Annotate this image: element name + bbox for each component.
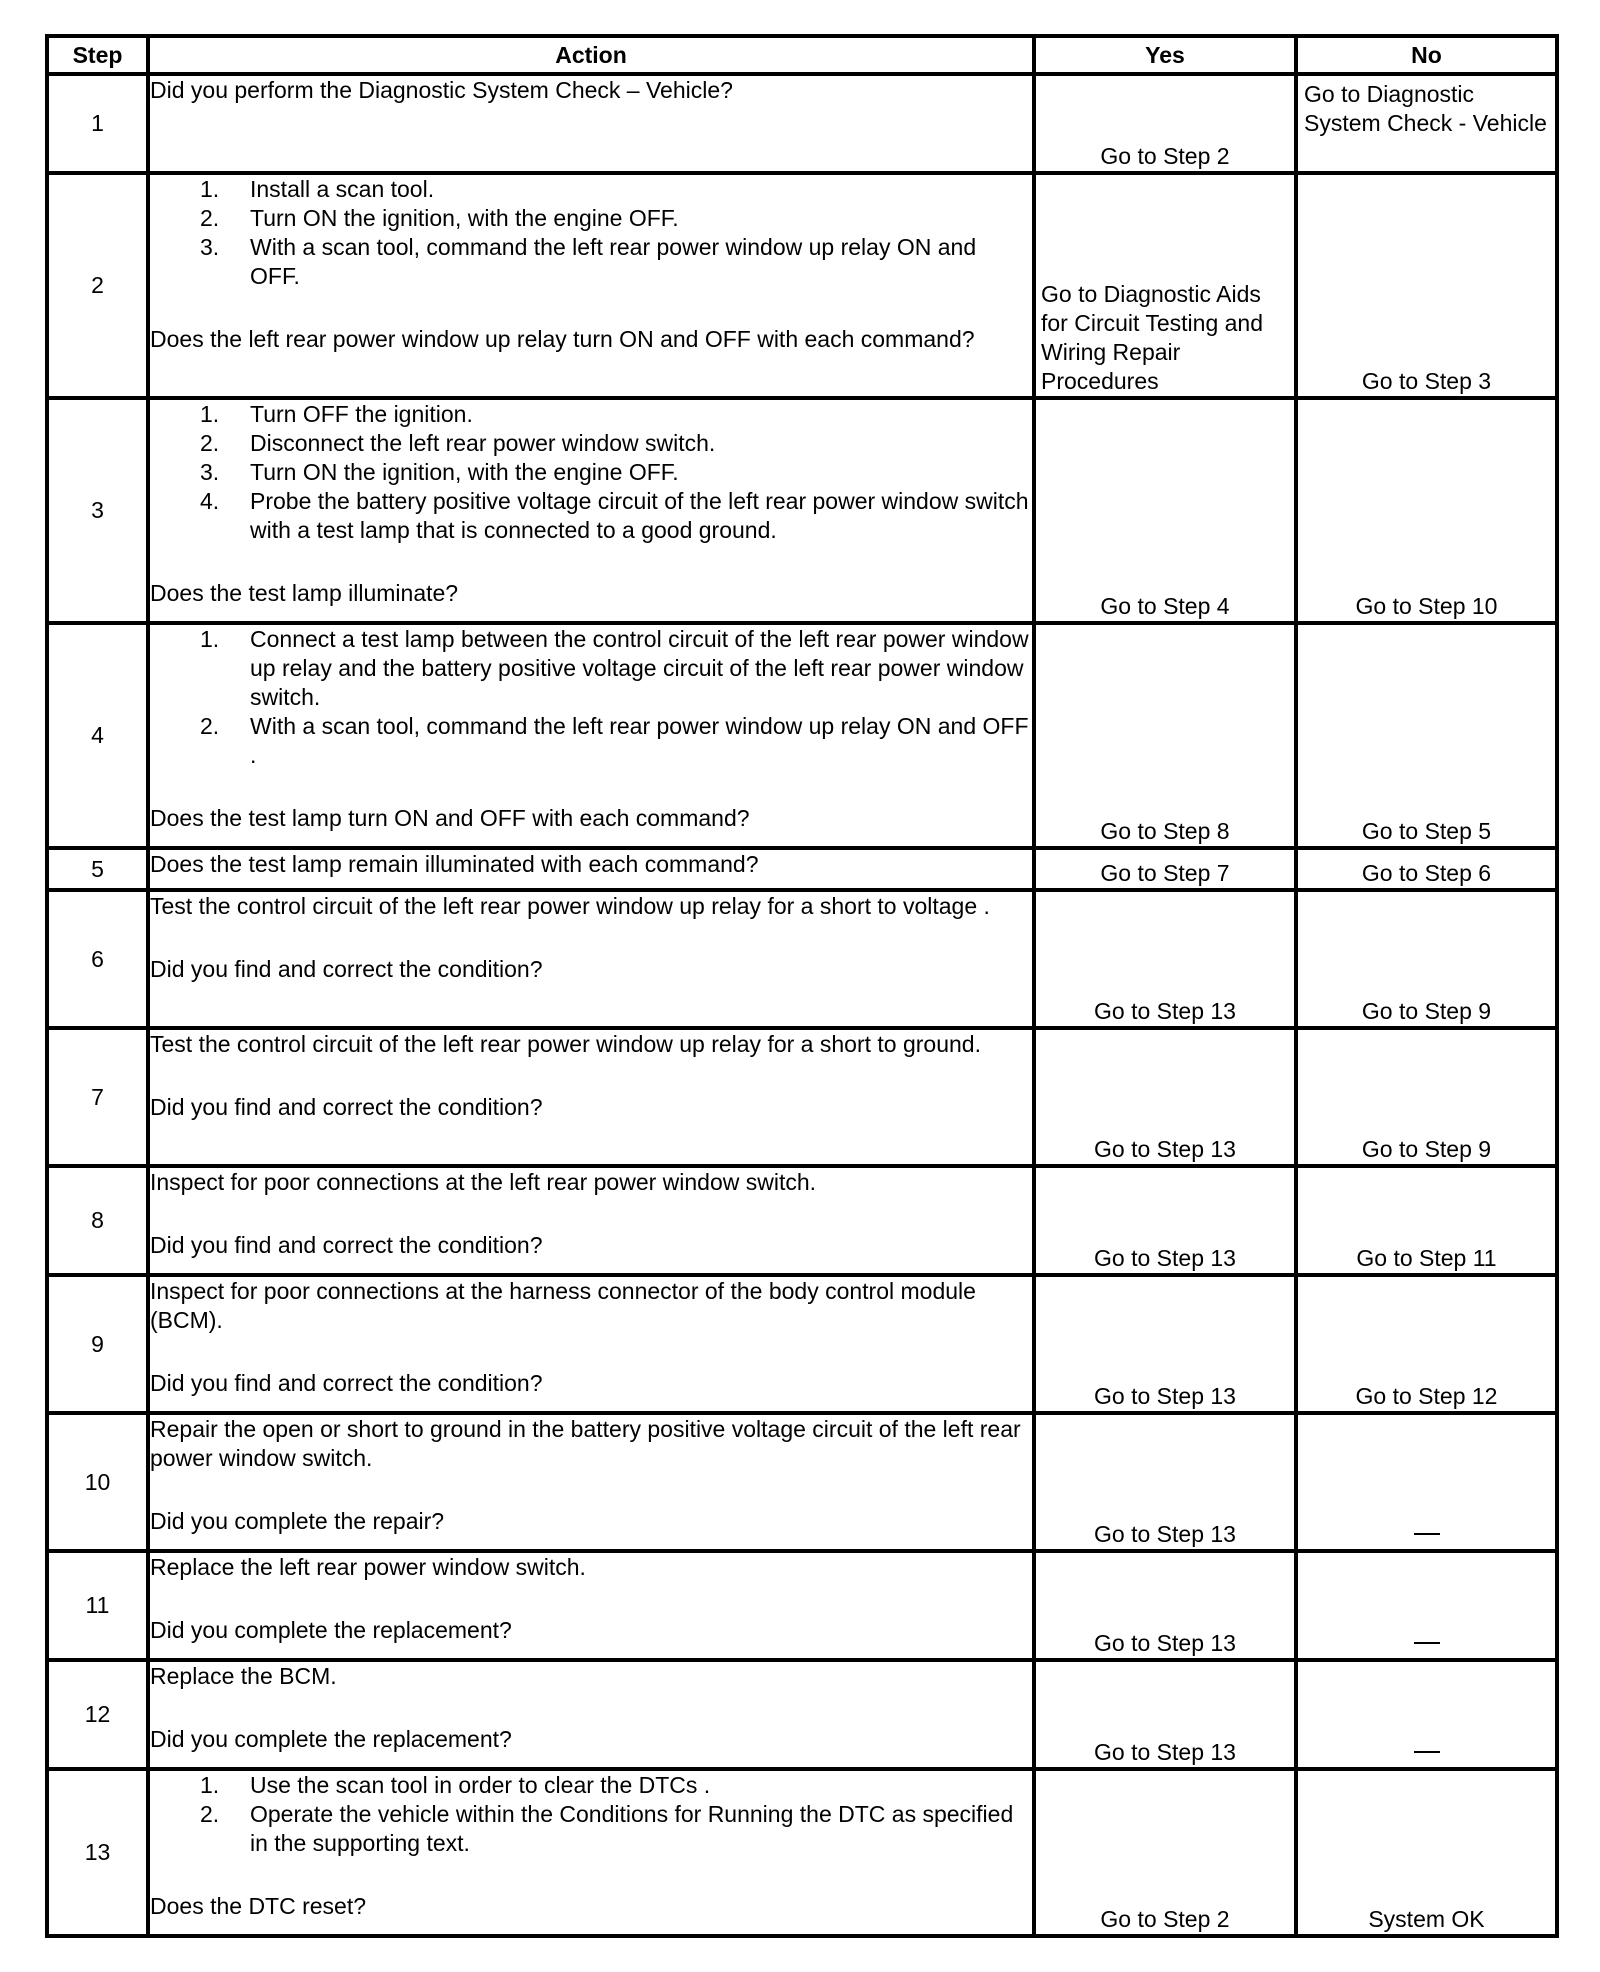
no-cell: Go to Step 10 bbox=[1296, 398, 1557, 623]
action-text: Test the control circuit of the left rear power window up relay for a short to ground. bbox=[150, 1031, 981, 1057]
action-cell bbox=[148, 398, 1034, 623]
no-cell: Go to Diagnostic System Check - Vehicle bbox=[1296, 74, 1557, 173]
no-cell: Go to Step 3 bbox=[1296, 173, 1557, 398]
action-question: Does the test lamp turn ON and OFF with each command? bbox=[150, 805, 750, 831]
yes-cell: Go to Step 13 bbox=[1034, 890, 1296, 1028]
yes-cell: Go to Step 7 bbox=[1034, 848, 1296, 890]
header-step: Step bbox=[47, 36, 148, 74]
action-question: Does the test lamp illuminate? bbox=[150, 580, 459, 606]
step-number: 5 bbox=[47, 848, 148, 890]
action-question: Does the DTC reset? bbox=[150, 1893, 367, 1919]
no-cell bbox=[1296, 1413, 1557, 1551]
step-number: 4 bbox=[47, 623, 148, 848]
substep: 3. Turn ON the ignition, with the engine OFF. bbox=[200, 459, 679, 485]
header-row bbox=[47, 36, 1557, 74]
table-row bbox=[47, 1551, 1557, 1660]
table-row bbox=[47, 74, 1557, 173]
yes-cell: Go to Step 13 bbox=[1034, 1028, 1296, 1166]
substep: 1. Turn OFF the ignition. bbox=[200, 401, 473, 427]
no-cell: Go to Step 11 bbox=[1296, 1166, 1557, 1275]
action-question: Did you complete the repair? bbox=[150, 1508, 445, 1534]
substep-list bbox=[150, 1771, 1032, 1858]
no-cell: System OK bbox=[1296, 1769, 1557, 1936]
yes-cell: Go to Step 13 bbox=[1034, 1660, 1296, 1769]
no-cell: Go to Step 6 bbox=[1296, 848, 1557, 890]
table-row bbox=[47, 1028, 1557, 1166]
header-action: Action bbox=[148, 36, 1034, 74]
no-cell bbox=[1296, 1660, 1557, 1769]
yes-cell: Go to Step 2 bbox=[1034, 74, 1296, 173]
substep: 2. Operate the vehicle within the Conditions for Running the DTC as specified in the supporting text. bbox=[200, 1801, 1014, 1856]
action-text: Test the control circuit of the left rear power window up relay for a short to voltage . bbox=[150, 893, 990, 919]
step-number: 3 bbox=[47, 398, 148, 623]
em-dash bbox=[1414, 1533, 1440, 1535]
yes-cell: Go to Step 13 bbox=[1034, 1551, 1296, 1660]
action-cell bbox=[148, 848, 1034, 890]
step-number: 6 bbox=[47, 890, 148, 1028]
action-text: Repair the open or short to ground in the battery positive voltage circuit of the left rear power window switch. bbox=[150, 1416, 1021, 1471]
table-row bbox=[47, 1166, 1557, 1275]
substep: 2. With a scan tool, command the left rear power window up relay ON and OFF . bbox=[200, 713, 1029, 768]
substep: 2. Turn ON the ignition, with the engine OFF. bbox=[200, 205, 679, 231]
yes-cell: Go to Step 4 bbox=[1034, 398, 1296, 623]
step-number: 8 bbox=[47, 1166, 148, 1275]
no-cell: Go to Step 12 bbox=[1296, 1275, 1557, 1413]
table-row bbox=[47, 890, 1557, 1028]
table-row bbox=[47, 1275, 1557, 1413]
action-text: Replace the left rear power window switch. bbox=[150, 1554, 586, 1580]
header-yes: Yes bbox=[1034, 36, 1296, 74]
substep: 2. Disconnect the left rear power window switch. bbox=[200, 430, 716, 456]
action-cell bbox=[148, 890, 1034, 1028]
step-number: 12 bbox=[47, 1660, 148, 1769]
no-cell: Go to Step 9 bbox=[1296, 890, 1557, 1028]
step-number: 7 bbox=[47, 1028, 148, 1166]
table-row bbox=[47, 1660, 1557, 1769]
action-question: Does the left rear power window up relay turn ON and OFF with each command? bbox=[150, 326, 975, 352]
step-number: 13 bbox=[47, 1769, 148, 1936]
action-question: Did you complete the replacement? bbox=[150, 1617, 512, 1643]
action-text: Inspect for poor connections at the harness connector of the body control module (BCM). bbox=[150, 1278, 976, 1333]
yes-cell: Go to Step 8 bbox=[1034, 623, 1296, 848]
yes-cell: Go to Step 13 bbox=[1034, 1166, 1296, 1275]
table-row bbox=[47, 623, 1557, 848]
table-row bbox=[47, 173, 1557, 398]
no-cell: Go to Step 5 bbox=[1296, 623, 1557, 848]
no-cell bbox=[1296, 1551, 1557, 1660]
action-text: Did you perform the Diagnostic System Check – Vehicle? bbox=[150, 77, 733, 103]
action-cell bbox=[148, 1769, 1034, 1936]
action-cell bbox=[148, 623, 1034, 848]
action-cell bbox=[148, 1660, 1034, 1769]
step-number: 9 bbox=[47, 1275, 148, 1413]
substep: 3. With a scan tool, command the left rear power window up relay ON and OFF. bbox=[200, 234, 977, 289]
em-dash bbox=[1414, 1751, 1440, 1753]
table-row bbox=[47, 398, 1557, 623]
substep: 4. Probe the battery positive voltage circuit of the left rear power window switch with a test lamp that is connected to a good ground. bbox=[200, 488, 1029, 543]
substep: 1. Install a scan tool. bbox=[200, 176, 435, 202]
action-cell bbox=[148, 1413, 1034, 1551]
action-text: Does the test lamp remain illuminated with each command? bbox=[150, 851, 759, 877]
substep-list bbox=[150, 625, 1032, 770]
action-question: Did you find and correct the condition? bbox=[150, 1232, 543, 1258]
yes-cell: Go to Step 13 bbox=[1034, 1275, 1296, 1413]
em-dash bbox=[1414, 1642, 1440, 1644]
step-number: 1 bbox=[47, 74, 148, 173]
substep-list bbox=[150, 400, 1032, 545]
substep: 1. Connect a test lamp between the control circuit of the left rear power window up relay and the battery positive voltage circuit of the left rear power window switch. bbox=[200, 626, 1029, 710]
action-question: Did you find and correct the condition? bbox=[150, 1370, 543, 1396]
step-number: 2 bbox=[47, 173, 148, 398]
substep: 1. Use the scan tool in order to clear the DTCs . bbox=[200, 1772, 711, 1798]
yes-cell: Go to Diagnostic Aids for Circuit Testing and Wiring Repair Procedures bbox=[1034, 173, 1296, 398]
action-cell bbox=[148, 1551, 1034, 1660]
table-row bbox=[47, 848, 1557, 890]
diagnostic-table bbox=[45, 34, 1559, 1938]
action-question: Did you find and correct the condition? bbox=[150, 956, 543, 982]
action-cell bbox=[148, 74, 1034, 173]
action-cell bbox=[148, 1166, 1034, 1275]
substep-list bbox=[150, 175, 1032, 291]
yes-cell: Go to Step 2 bbox=[1034, 1769, 1296, 1936]
diagnostic-table-page bbox=[45, 34, 1555, 1938]
yes-cell: Go to Step 13 bbox=[1034, 1413, 1296, 1551]
no-cell: Go to Step 9 bbox=[1296, 1028, 1557, 1166]
action-text: Replace the BCM. bbox=[150, 1663, 337, 1689]
action-cell bbox=[148, 173, 1034, 398]
table-row bbox=[47, 1769, 1557, 1936]
action-cell bbox=[148, 1028, 1034, 1166]
step-number: 11 bbox=[47, 1551, 148, 1660]
action-question: Did you complete the replacement? bbox=[150, 1726, 512, 1752]
header-no: No bbox=[1296, 36, 1557, 74]
action-text: Inspect for poor connections at the left rear power window switch. bbox=[150, 1169, 817, 1195]
step-number: 10 bbox=[47, 1413, 148, 1551]
table-row bbox=[47, 1413, 1557, 1551]
action-question: Did you find and correct the condition? bbox=[150, 1094, 543, 1120]
action-cell bbox=[148, 1275, 1034, 1413]
